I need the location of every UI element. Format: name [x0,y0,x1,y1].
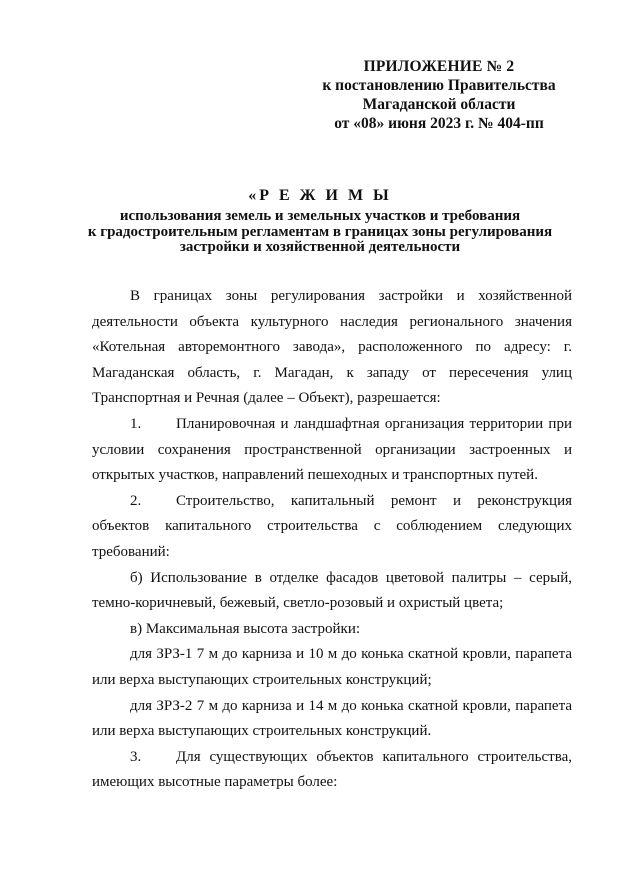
appendix-block [314,57,564,133]
appendix-line-3: от «08» июня 2023 г. № 404-пп [334,115,544,132]
paragraph-v: в) Максимальная высота застройки: [130,620,361,637]
paragraph-2-text: Строительство, капитальный ремонт и реконструкция объектов капитального строительства с соблюдением следующих требований: [92,492,572,560]
paragraph-3-text: Для существующих объектов капитального строительства, имеющих высотные параметры более: [92,748,572,791]
paragraph-1-number: 1. [130,415,142,432]
document-heading [70,185,570,256]
paragraph-intro: В границах зоны регулирования застройки и хозяйственной деятельности объекта культурного наследия регионального значения «Котельная авторемонтного завода», расположенного по адресу: г. Магаданская область, г. Магадан, к западу от пересечения улиц Транспортная и Речная (далее – Объект), разрешается: [92,288,572,407]
heading-sub-2: к градостроительным регламентам в границах зоны регулирования [87,223,553,240]
paragraph-zrz1: для ЗРЗ-1 7 м до карниза и 10 м до конька скатной кровли, парапета или верха выступающих строительных конструкций; [92,646,572,688]
paragraph-zrz2: для ЗРЗ-2 7 м до карниза и 14 м до конька скатной кровли, парапета или верха выступающих строительных конструкций. [92,697,572,740]
heading-sub-3: застройки и хозяйственной деятельности [179,239,461,255]
paragraph-b: б) Использование в отделке фасадов цветовой палитры – серый, темно-коричневый, бежевый, светло-розовый и охристый цвета; [92,569,572,612]
paragraph-2 [92,489,572,566]
heading-main: «Р Е Ж И М Ы [248,187,392,204]
document-body [92,284,572,796]
appendix-title: ПРИЛОЖЕНИЕ № 2 [363,58,515,75]
paragraph-2-number: 2. [130,492,142,509]
paragraph-1 [92,412,572,489]
appendix-line-1: к постановлению Правительства [322,77,556,94]
paragraph-3 [92,745,572,796]
appendix-line-2: Магаданской области [362,96,516,113]
paragraph-1-text: Планировочная и ландшафтная организация территории при условии сохранения пространственной организации застроенных и открытых участков, направлений пешеходных и транспортных путей. [92,415,572,484]
heading-sub-1: использования земель и земельных участков и требования [119,208,521,224]
paragraph-3-number: 3. [130,748,142,765]
